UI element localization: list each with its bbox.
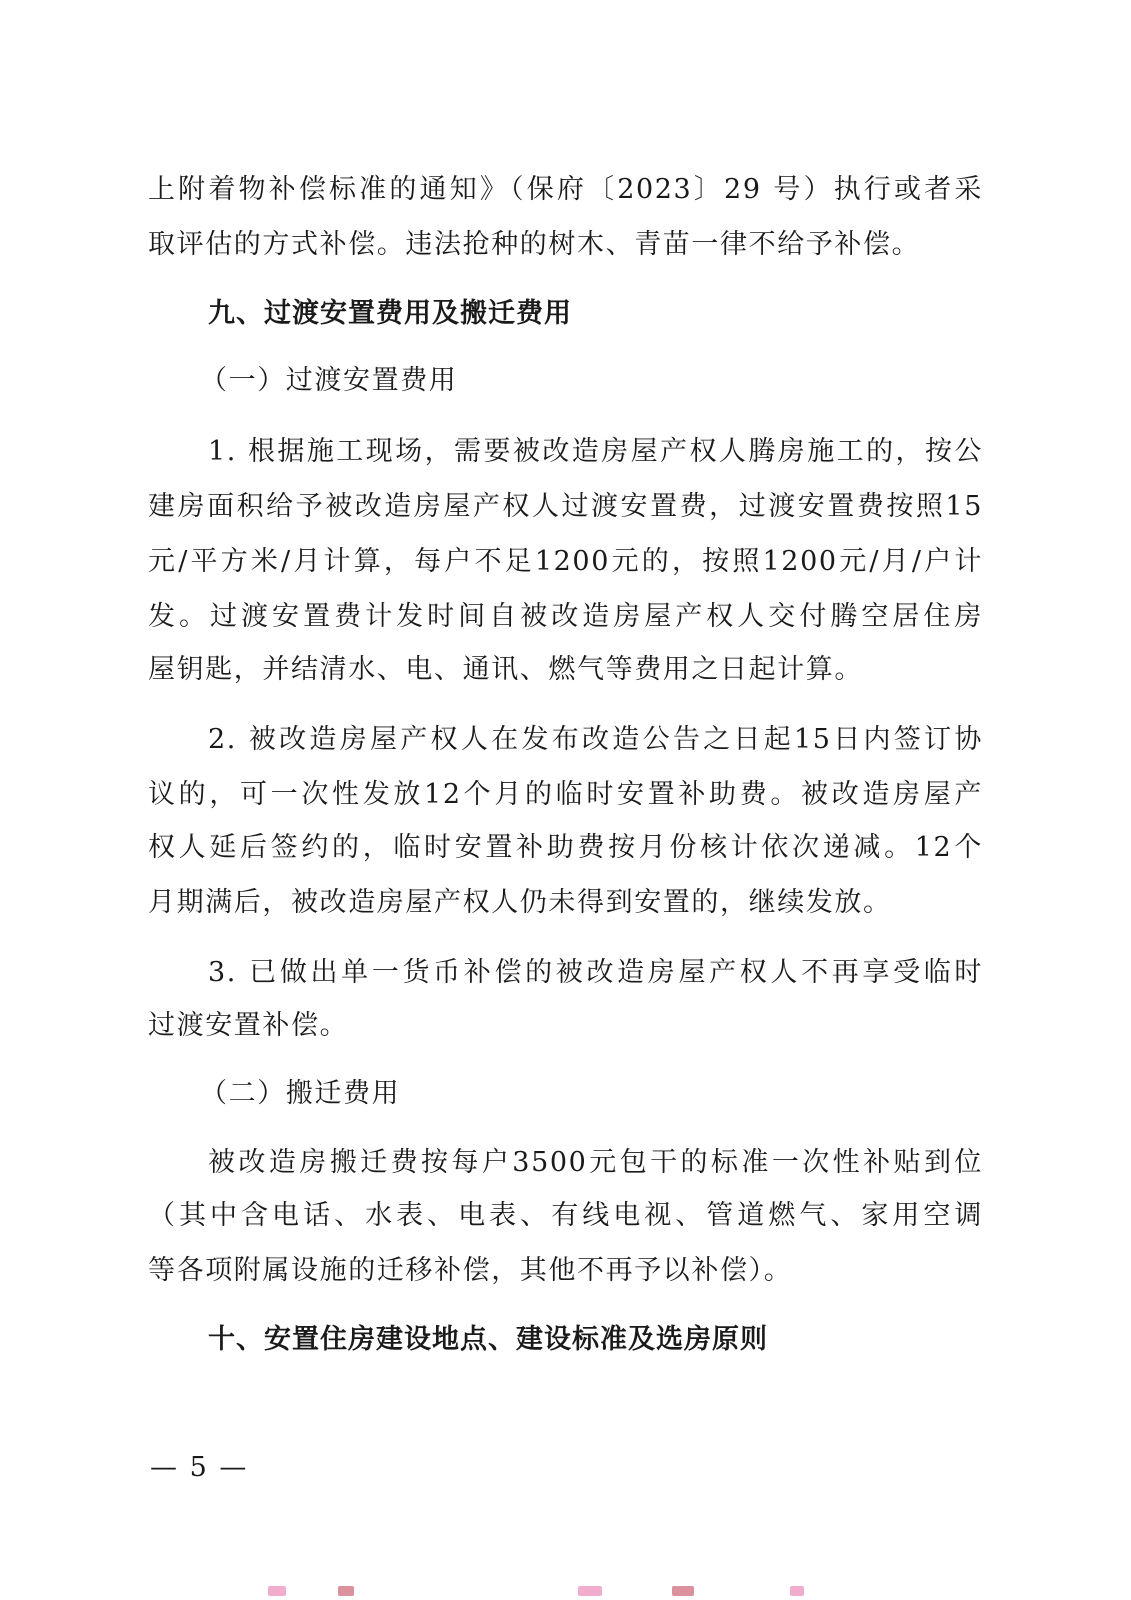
paragraph-line: 1. 根据施工现场，需要被改造房屋产权人腾房施工的，按公 bbox=[208, 436, 983, 467]
section-heading-9: 九、过渡安置费用及搬迁费用 bbox=[208, 298, 572, 329]
paragraph-line: 等各项附属设施的迁移补偿，其他不再予以补偿）。 bbox=[148, 1255, 793, 1286]
paragraph-line: 议的，可一次性发放12个月的临时安置补助费。被改造房屋产 bbox=[148, 779, 983, 810]
section-heading-10: 十、安置住房建设地点、建设标准及选房原则 bbox=[208, 1324, 768, 1355]
paragraph-line: 发。过渡安置费计发时间自被改造房屋产权人交付腾空居住房 bbox=[148, 601, 983, 632]
paragraph-line: 权人延后签约的，临时安置补助费按月份核计依次递减。12个 bbox=[148, 832, 983, 863]
paragraph-line: 3. 已做出单一货币补偿的被改造房屋产权人不再享受临时 bbox=[208, 957, 983, 988]
paragraph-line: 上附着物补偿标准的通知》（保府〔2023〕29 号）执行或者采 bbox=[148, 174, 983, 205]
paragraph-line: 月期满后，被改造房屋产权人仍未得到安置的，继续发放。 bbox=[148, 887, 892, 918]
page-number: — 5 — bbox=[150, 1452, 249, 1483]
paragraph-line: 元/平方米/月计算，每户不足1200元的，按照1200元/月/户计 bbox=[148, 546, 983, 577]
scan-edge-marks bbox=[0, 1580, 1131, 1600]
paragraph-line: 过渡安置补偿。 bbox=[148, 1010, 349, 1041]
paragraph-line: 被改造房搬迁费按每户3500元包干的标准一次性补贴到位 bbox=[208, 1147, 983, 1178]
paragraph-line: 取评估的方式补偿。违法抢种的树木、青苗一律不给予补偿。 bbox=[148, 229, 921, 260]
edge-mark bbox=[268, 1586, 286, 1596]
paragraph-line: 屋钥匙，并结清水、电、通讯、燃气等费用之日起计算。 bbox=[148, 654, 863, 685]
paragraph-line: （其中含电话、水表、电表、有线电视、管道燃气、家用空调 bbox=[148, 1200, 983, 1231]
paragraph-line: 2. 被改造房屋产权人在发布改造公告之日起15日内签订协 bbox=[208, 724, 983, 755]
edge-mark bbox=[338, 1586, 354, 1596]
edge-mark bbox=[790, 1586, 804, 1596]
edge-mark bbox=[672, 1586, 694, 1596]
subsection-heading-1: （一）过渡安置费用 bbox=[200, 365, 458, 396]
paragraph-line: 建房面积给予被改造房屋产权人过渡安置费，过渡安置费按照15 bbox=[148, 491, 983, 522]
edge-mark bbox=[578, 1586, 602, 1596]
subsection-heading-2: （二）搬迁费用 bbox=[200, 1078, 401, 1109]
